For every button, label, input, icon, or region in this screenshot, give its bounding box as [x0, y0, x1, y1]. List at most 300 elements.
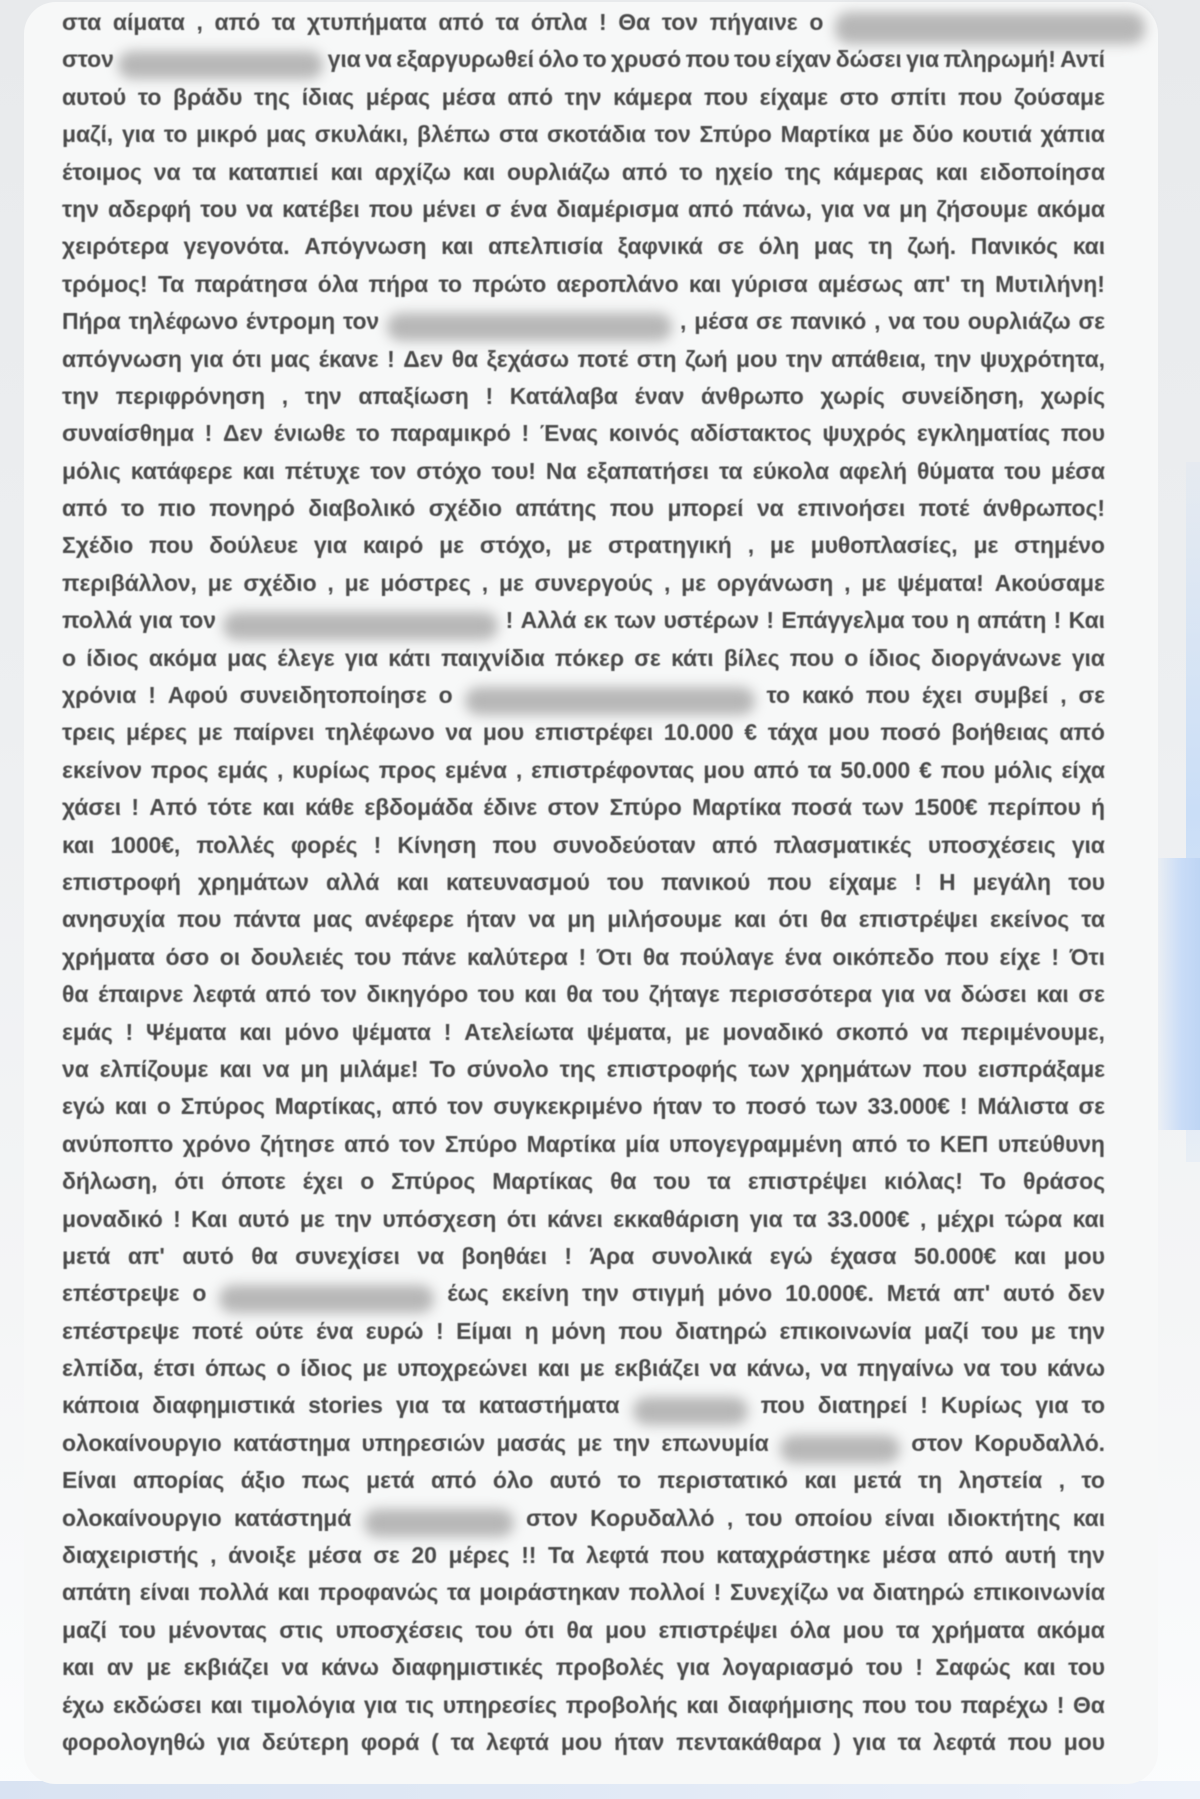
word: και [1072, 233, 1105, 260]
word: από [438, 9, 484, 35]
word: πιο [157, 495, 196, 522]
word: που [789, 644, 834, 671]
word: κιόλας! [883, 1168, 963, 1195]
word: η [955, 607, 970, 634]
word: να [888, 308, 916, 335]
word: και [524, 981, 557, 1008]
word: χρυσό [610, 46, 682, 73]
word: μου [703, 756, 745, 783]
text-line [62, 1392, 1105, 1429]
word: , [726, 1504, 734, 1531]
word: μου [1063, 1242, 1105, 1269]
word: ! [766, 607, 774, 634]
word: Ακούσαμε [994, 569, 1105, 596]
word: , [210, 1542, 217, 1569]
word: τη [960, 270, 985, 297]
word: πρώτο [472, 270, 547, 297]
word: ! [578, 943, 587, 970]
word: βλέπω [417, 121, 491, 148]
word: να [246, 195, 273, 222]
word: παίρνει [233, 719, 315, 746]
word: διοργάνωνε [931, 644, 1062, 671]
word: κοινός [608, 420, 680, 447]
word: μοναδικό [62, 1205, 163, 1232]
text-line [62, 1318, 1105, 1355]
word: κατάστημα [232, 1429, 351, 1456]
word: βράδυ [173, 83, 243, 110]
word: !! [521, 1542, 537, 1569]
word: ο [844, 644, 859, 671]
word: θα [820, 906, 847, 933]
word: ζωή [685, 345, 728, 372]
word: ότι [506, 1205, 537, 1232]
word: όλο [538, 46, 579, 73]
word: λεφτά [585, 1542, 649, 1569]
word: ποσό [880, 719, 941, 746]
redacted-name [835, 12, 1145, 44]
word: ( [431, 1728, 439, 1755]
word: ανύποπτο [62, 1130, 174, 1157]
word: με [1030, 1317, 1056, 1344]
word: ούτε [255, 1317, 304, 1344]
text-line [62, 1243, 1105, 1280]
word: , [747, 532, 754, 559]
word: πήρα [368, 270, 429, 297]
text-line [62, 84, 1105, 121]
word: ένα [784, 943, 822, 970]
word: υπεύθυνη [997, 1130, 1105, 1157]
word: μαζί, [62, 121, 114, 148]
word: η [524, 1317, 539, 1344]
word: Πήρα [62, 308, 121, 335]
word: στις [279, 1616, 324, 1643]
word: απορίας [133, 1467, 225, 1494]
word: συνεχίσει [295, 1242, 400, 1269]
word: οποίου [794, 1504, 873, 1531]
word: είναι [884, 1504, 935, 1531]
text-line [62, 1019, 1105, 1056]
word: Απόγνωση [304, 233, 427, 260]
word: την [582, 1280, 619, 1307]
word: άνθρωπος! [982, 495, 1105, 522]
word: δουλειές [250, 943, 344, 970]
word: προς [378, 756, 437, 783]
word: επωνυμία [661, 1429, 769, 1456]
word: μέρες [126, 719, 188, 746]
word: του [477, 981, 515, 1008]
word: και [804, 1467, 837, 1494]
word: Θα [1072, 1691, 1105, 1718]
word: σύνολο [466, 1055, 549, 1082]
word: δύο [912, 121, 954, 148]
word: τιμολόγια [251, 1691, 356, 1718]
word: αν [106, 1654, 134, 1681]
word: κάνω [320, 1654, 379, 1681]
word: μας [270, 345, 311, 372]
word: τα [495, 9, 520, 35]
word: Κατάλαβα [509, 382, 618, 409]
word: απαξίωση [358, 382, 469, 409]
word: τάχα [767, 719, 818, 746]
word: και [733, 906, 767, 933]
word: την [62, 195, 99, 222]
redacted-name [387, 313, 672, 341]
word: να [417, 1242, 445, 1269]
word: κατευνασμού [446, 868, 590, 895]
word: μη [899, 195, 928, 222]
word: Το [429, 1055, 456, 1082]
text-line [62, 1729, 1105, 1766]
word: Μαρτίκα [526, 1130, 616, 1157]
word: μόνο [717, 1280, 773, 1307]
word: οι [219, 943, 240, 970]
word: επιστρέφοντας [531, 756, 695, 783]
word: προβολές [555, 1654, 665, 1681]
word: μαζί [923, 1317, 969, 1344]
word: με [579, 1355, 605, 1382]
word: άξιο [240, 1467, 286, 1494]
word: φορολογηθώ [62, 1728, 206, 1755]
word: με [344, 569, 370, 596]
text-line [62, 1168, 1105, 1205]
word: πληρωμή! [943, 46, 1056, 73]
word: υστέρων [663, 607, 759, 634]
word: Μάλιστα [977, 1093, 1069, 1120]
word: ! [521, 420, 530, 447]
word: εκδώσει [112, 1691, 202, 1718]
text-line [62, 1093, 1105, 1130]
word: από [753, 756, 799, 783]
word: τα [807, 756, 832, 783]
word: αυτό [182, 1242, 234, 1269]
word: θα [62, 981, 89, 1008]
word: οικόπεδο [832, 943, 935, 970]
word: ποτέ [577, 345, 629, 372]
word: από [344, 1130, 390, 1157]
word: ίδιος [868, 644, 921, 671]
word: συγκεκριμένο [493, 1093, 643, 1120]
text-line [62, 346, 1105, 383]
word: δεν [1067, 1280, 1105, 1307]
text-line [62, 159, 1105, 196]
word: ! [505, 607, 514, 634]
word: υπηρεσίες [442, 1691, 557, 1718]
word: χάπια [1040, 121, 1105, 148]
word: παραμικρό [390, 420, 511, 447]
word: 50.000€ [913, 1242, 997, 1269]
word: ΚΕΠ [939, 1130, 989, 1157]
word: να [963, 1355, 991, 1382]
redacted-name [780, 1435, 900, 1463]
text-line [62, 794, 1105, 831]
word: περιστατικό [657, 1467, 788, 1494]
word: και [935, 158, 968, 185]
word: ακόμα [1036, 1616, 1105, 1643]
word: διαφήμισης [727, 1691, 854, 1718]
word: ανησυχία [62, 906, 166, 933]
word: ψέματα, [586, 1018, 672, 1045]
word: του [745, 1504, 783, 1531]
word: τα [707, 1168, 731, 1195]
word: για [216, 1728, 250, 1755]
word: για [313, 532, 347, 559]
word: υποσχέσεις [927, 831, 1056, 858]
word: αυτό [549, 1467, 602, 1494]
word: ! [1053, 607, 1062, 634]
word: όσο [165, 943, 210, 970]
word: Μαρτίκα [692, 794, 782, 821]
word: να [863, 195, 890, 222]
word: της [784, 158, 821, 185]
word: κατέβει [282, 195, 360, 222]
word: πολλά [198, 1579, 269, 1606]
word: θα [251, 1242, 278, 1269]
word: με [567, 532, 593, 559]
text-line [62, 495, 1105, 532]
word: τον [447, 1093, 484, 1120]
word: , [1060, 682, 1067, 709]
word: πάνω, [742, 195, 812, 222]
word: θα [451, 345, 479, 372]
word: τη [868, 233, 893, 260]
word: το [679, 158, 703, 185]
word: που [685, 46, 730, 73]
word: αλλά [326, 868, 380, 895]
word: που [862, 1691, 907, 1718]
word: , [196, 9, 203, 35]
word: την [1068, 1317, 1105, 1344]
word: ζήταγε [648, 981, 720, 1008]
word: ο [62, 644, 76, 671]
word: εξαπατήσει [586, 457, 709, 484]
word: να [820, 1355, 848, 1382]
word: την [304, 382, 342, 409]
word: εκείνον [62, 756, 142, 783]
word: κυρίως [292, 756, 370, 783]
word: κατάφερε [130, 457, 233, 484]
text-line [62, 757, 1105, 794]
word: εξαργυρωθεί [396, 46, 534, 73]
word: , [679, 308, 687, 335]
word: που [149, 532, 194, 559]
word: Αφού [167, 682, 228, 709]
word: Να [545, 457, 577, 484]
word: ποσά [791, 794, 852, 821]
word: απάτη [62, 1579, 132, 1606]
word: με [299, 1205, 325, 1232]
word: μου [736, 345, 778, 372]
word: τα [271, 9, 296, 35]
word: για [821, 195, 855, 222]
word: μιλήσουμε [607, 906, 722, 933]
word: ένα [510, 195, 548, 222]
word: μόστρες [380, 569, 471, 596]
word: επέστρεψε [62, 1317, 180, 1344]
word: Κορυδαλλό. [974, 1429, 1105, 1456]
word: τα [897, 1728, 922, 1755]
word: Είναι [62, 1467, 117, 1494]
word: που [922, 1055, 967, 1082]
text-line [62, 1467, 1105, 1504]
word: μας [813, 233, 854, 260]
word: πήγαινε [709, 9, 798, 35]
word: μένει [422, 195, 477, 222]
word: μοναδικό [722, 1018, 824, 1045]
post-card [24, 2, 1158, 1784]
word: παράτησα [194, 270, 308, 297]
word: λεφτά [486, 1728, 549, 1755]
text-line [62, 1505, 1105, 1542]
word: θα [642, 943, 670, 970]
word: και [114, 1093, 148, 1120]
word: να [756, 495, 784, 522]
word: Κυρίως [940, 1392, 1023, 1419]
word: πηγαίνω [857, 1355, 954, 1382]
word: να [365, 46, 392, 73]
word: μόλις [62, 457, 121, 484]
word: το [121, 495, 145, 522]
word: ψέματα [351, 1018, 431, 1045]
word: ! [485, 382, 494, 409]
word: Από [149, 794, 198, 821]
text-line [62, 832, 1105, 869]
word: ή [1091, 794, 1105, 821]
word: παρέχω [960, 1691, 1048, 1718]
word: του [653, 1168, 691, 1195]
word: γεγονότα. [183, 233, 290, 260]
word: μου [605, 1616, 647, 1643]
word: ήταν [613, 1728, 665, 1755]
word: μόνη [551, 1317, 606, 1344]
word: διαμέρισμα [556, 195, 679, 222]
word: για [327, 46, 361, 73]
word: και [686, 1691, 719, 1718]
word: , [481, 569, 489, 596]
word: να [153, 158, 181, 185]
word: σε [373, 1542, 400, 1569]
word: με [362, 1355, 388, 1382]
word: ίδιος [86, 644, 139, 671]
word: ο [156, 1093, 171, 1120]
text-line [62, 420, 1105, 457]
word: για [881, 981, 915, 1008]
word: τηλέφωνο [325, 719, 435, 746]
word: που [958, 83, 1003, 110]
word: , [844, 569, 851, 596]
word: ! [204, 420, 213, 447]
word: ποτέ [192, 1317, 243, 1344]
word: του [923, 308, 960, 335]
word: ποσό [745, 1093, 807, 1120]
word: μου [1063, 1728, 1105, 1755]
word: ξαφνικά [617, 233, 703, 260]
word: αρχίζω [374, 158, 451, 185]
word: με [681, 569, 706, 596]
word: θα [566, 1616, 593, 1643]
text-line [62, 458, 1105, 495]
word: το [1081, 1467, 1105, 1494]
word: μας [227, 644, 267, 671]
word: τρόμος! [62, 270, 148, 297]
word: εκ [583, 607, 608, 634]
word: σκοτάδια [547, 121, 646, 148]
word: χωρίς [820, 382, 885, 409]
word: ο [192, 1280, 207, 1307]
word: την [564, 83, 602, 110]
word: τότε [207, 794, 253, 821]
word: υποχρεώνει [397, 1355, 528, 1382]
word: χωρίς [1040, 382, 1105, 409]
word: το [438, 270, 463, 297]
text-line [62, 46, 1105, 83]
word: του [200, 195, 238, 222]
word: θύματα [916, 457, 995, 484]
word: μη [300, 1055, 329, 1082]
word: με [197, 719, 223, 746]
redacted-name [364, 1509, 514, 1537]
word: κάνω, [746, 1355, 811, 1382]
word: ήταν [465, 906, 517, 933]
word: κάμερας [832, 158, 924, 185]
word: από [712, 831, 758, 858]
word: του [1068, 1654, 1105, 1681]
word: εμάς [62, 1018, 113, 1045]
word: στόχο, [479, 532, 552, 559]
word: επιστρέψει [858, 906, 978, 933]
word: Η [939, 868, 956, 895]
word: ολοκαίνουργιο [62, 1429, 222, 1456]
word: Ότι [1069, 943, 1105, 970]
word: € [744, 719, 757, 746]
word: στον [526, 1504, 578, 1531]
word: απόγνωση [62, 345, 182, 372]
text-line [62, 682, 1105, 719]
word: όπλα [530, 9, 588, 35]
word: το [163, 121, 188, 148]
word: για [1071, 644, 1105, 671]
text-line [62, 271, 1105, 308]
word: απελπισία [488, 233, 603, 260]
word: του [602, 981, 640, 1008]
word: ο [276, 1355, 291, 1382]
word: του [915, 1691, 952, 1718]
word: συνείδηση, [901, 382, 1024, 409]
word: Και [1068, 607, 1105, 634]
word: της [253, 83, 290, 110]
word: των [862, 794, 904, 821]
word: συναίσθημα [62, 420, 194, 447]
word: χρήματα [62, 943, 155, 970]
word: όλα [789, 1616, 831, 1643]
word: βίλες [723, 644, 780, 671]
word: πονηρό [209, 495, 295, 522]
word: με [861, 569, 887, 596]
word: μέσα [441, 83, 496, 110]
word: τη [917, 1467, 943, 1494]
word: ίδιος [300, 1355, 353, 1382]
word: μόλις [993, 756, 1053, 783]
word: ανέφερε [364, 906, 454, 933]
word: χειρότερα [62, 233, 169, 260]
word: , [276, 756, 284, 783]
word: Είμαι [456, 1317, 512, 1344]
word: το [1081, 1392, 1105, 1419]
word: , [920, 1205, 927, 1232]
word: συμβεί [974, 682, 1049, 709]
word: ειδοποίησα [979, 158, 1105, 185]
word: με [684, 1018, 710, 1045]
word: , [1058, 1467, 1065, 1494]
